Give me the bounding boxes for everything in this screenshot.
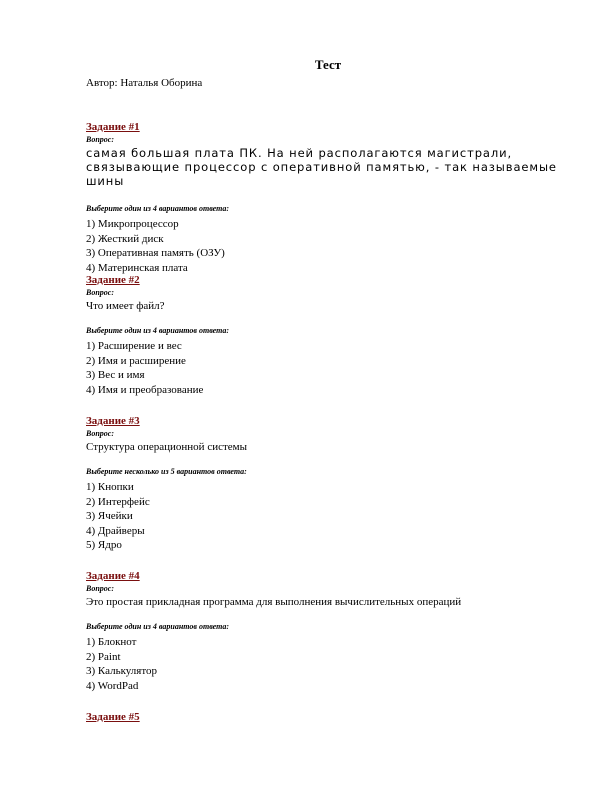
option-item: 4) Имя и преобразование [86, 383, 204, 396]
question-label: Вопрос: [86, 288, 114, 297]
task-2 [86, 273, 586, 397]
question-text: Что имеет файл? [86, 300, 165, 312]
option-list [86, 217, 586, 275]
page-title: Тест [314, 57, 342, 72]
option-item: 3) Калькулятор [86, 665, 158, 678]
option-list [86, 339, 586, 397]
option-item: 5) Ядро [86, 539, 122, 552]
task-header: Задание #2 [86, 274, 140, 286]
task-3 [86, 414, 586, 553]
option-item: 1) Микропроцессор [86, 218, 179, 230]
question-label: Вопрос: [86, 135, 114, 144]
option-item: 2) Имя и расширение [86, 354, 186, 367]
option-item: 3) Ячейки [86, 510, 133, 523]
task-header: Задание #5 [86, 711, 140, 723]
task-4 [86, 569, 586, 693]
option-item: 2) Paint [86, 650, 121, 663]
option-item: 1) Блокнот [86, 636, 137, 648]
option-list [86, 480, 586, 553]
option-item: 3) Вес и имя [86, 369, 145, 382]
answer-instruction: Выберите один из 4 вариантов ответа: [86, 622, 230, 631]
option-item: 1) Кнопки [86, 481, 134, 493]
option-item: 1) Расширение и вес [86, 340, 182, 352]
option-item: 4) Материнская плата [86, 261, 188, 274]
task-header: Задание #1 [86, 121, 140, 133]
task-header: Задание #4 [86, 570, 140, 582]
option-item: 3) Оперативная память (ОЗУ) [86, 247, 225, 260]
task-5 [86, 710, 586, 724]
author-line: Автор: Наталья Оборина [86, 77, 203, 89]
question-text: самая большая плата ПК. На ней располагаются магистрали, связывающие процессор с оперативной памятью, - так называемые шины [86, 146, 557, 188]
question-text: Это простая прикладная программа для выполнения вычислительных операций [86, 596, 462, 608]
question-text: Структура операционной системы [86, 441, 248, 453]
answer-instruction: Выберите несколько из 5 вариантов ответа: [86, 467, 247, 476]
option-item: 4) WordPad [86, 679, 139, 692]
task-1 [86, 120, 586, 275]
option-item: 2) Интерфейс [86, 495, 150, 508]
option-list [86, 635, 586, 693]
question-label: Вопрос: [86, 584, 114, 593]
option-item: 4) Драйверы [86, 524, 145, 537]
answer-instruction: Выберите один из 4 вариантов ответа: [86, 326, 230, 335]
option-item: 2) Жесткий диск [86, 232, 164, 245]
task-header: Задание #3 [86, 415, 140, 427]
question-label: Вопрос: [86, 429, 114, 438]
answer-instruction: Выберите один из 4 вариантов ответа: [86, 204, 230, 213]
